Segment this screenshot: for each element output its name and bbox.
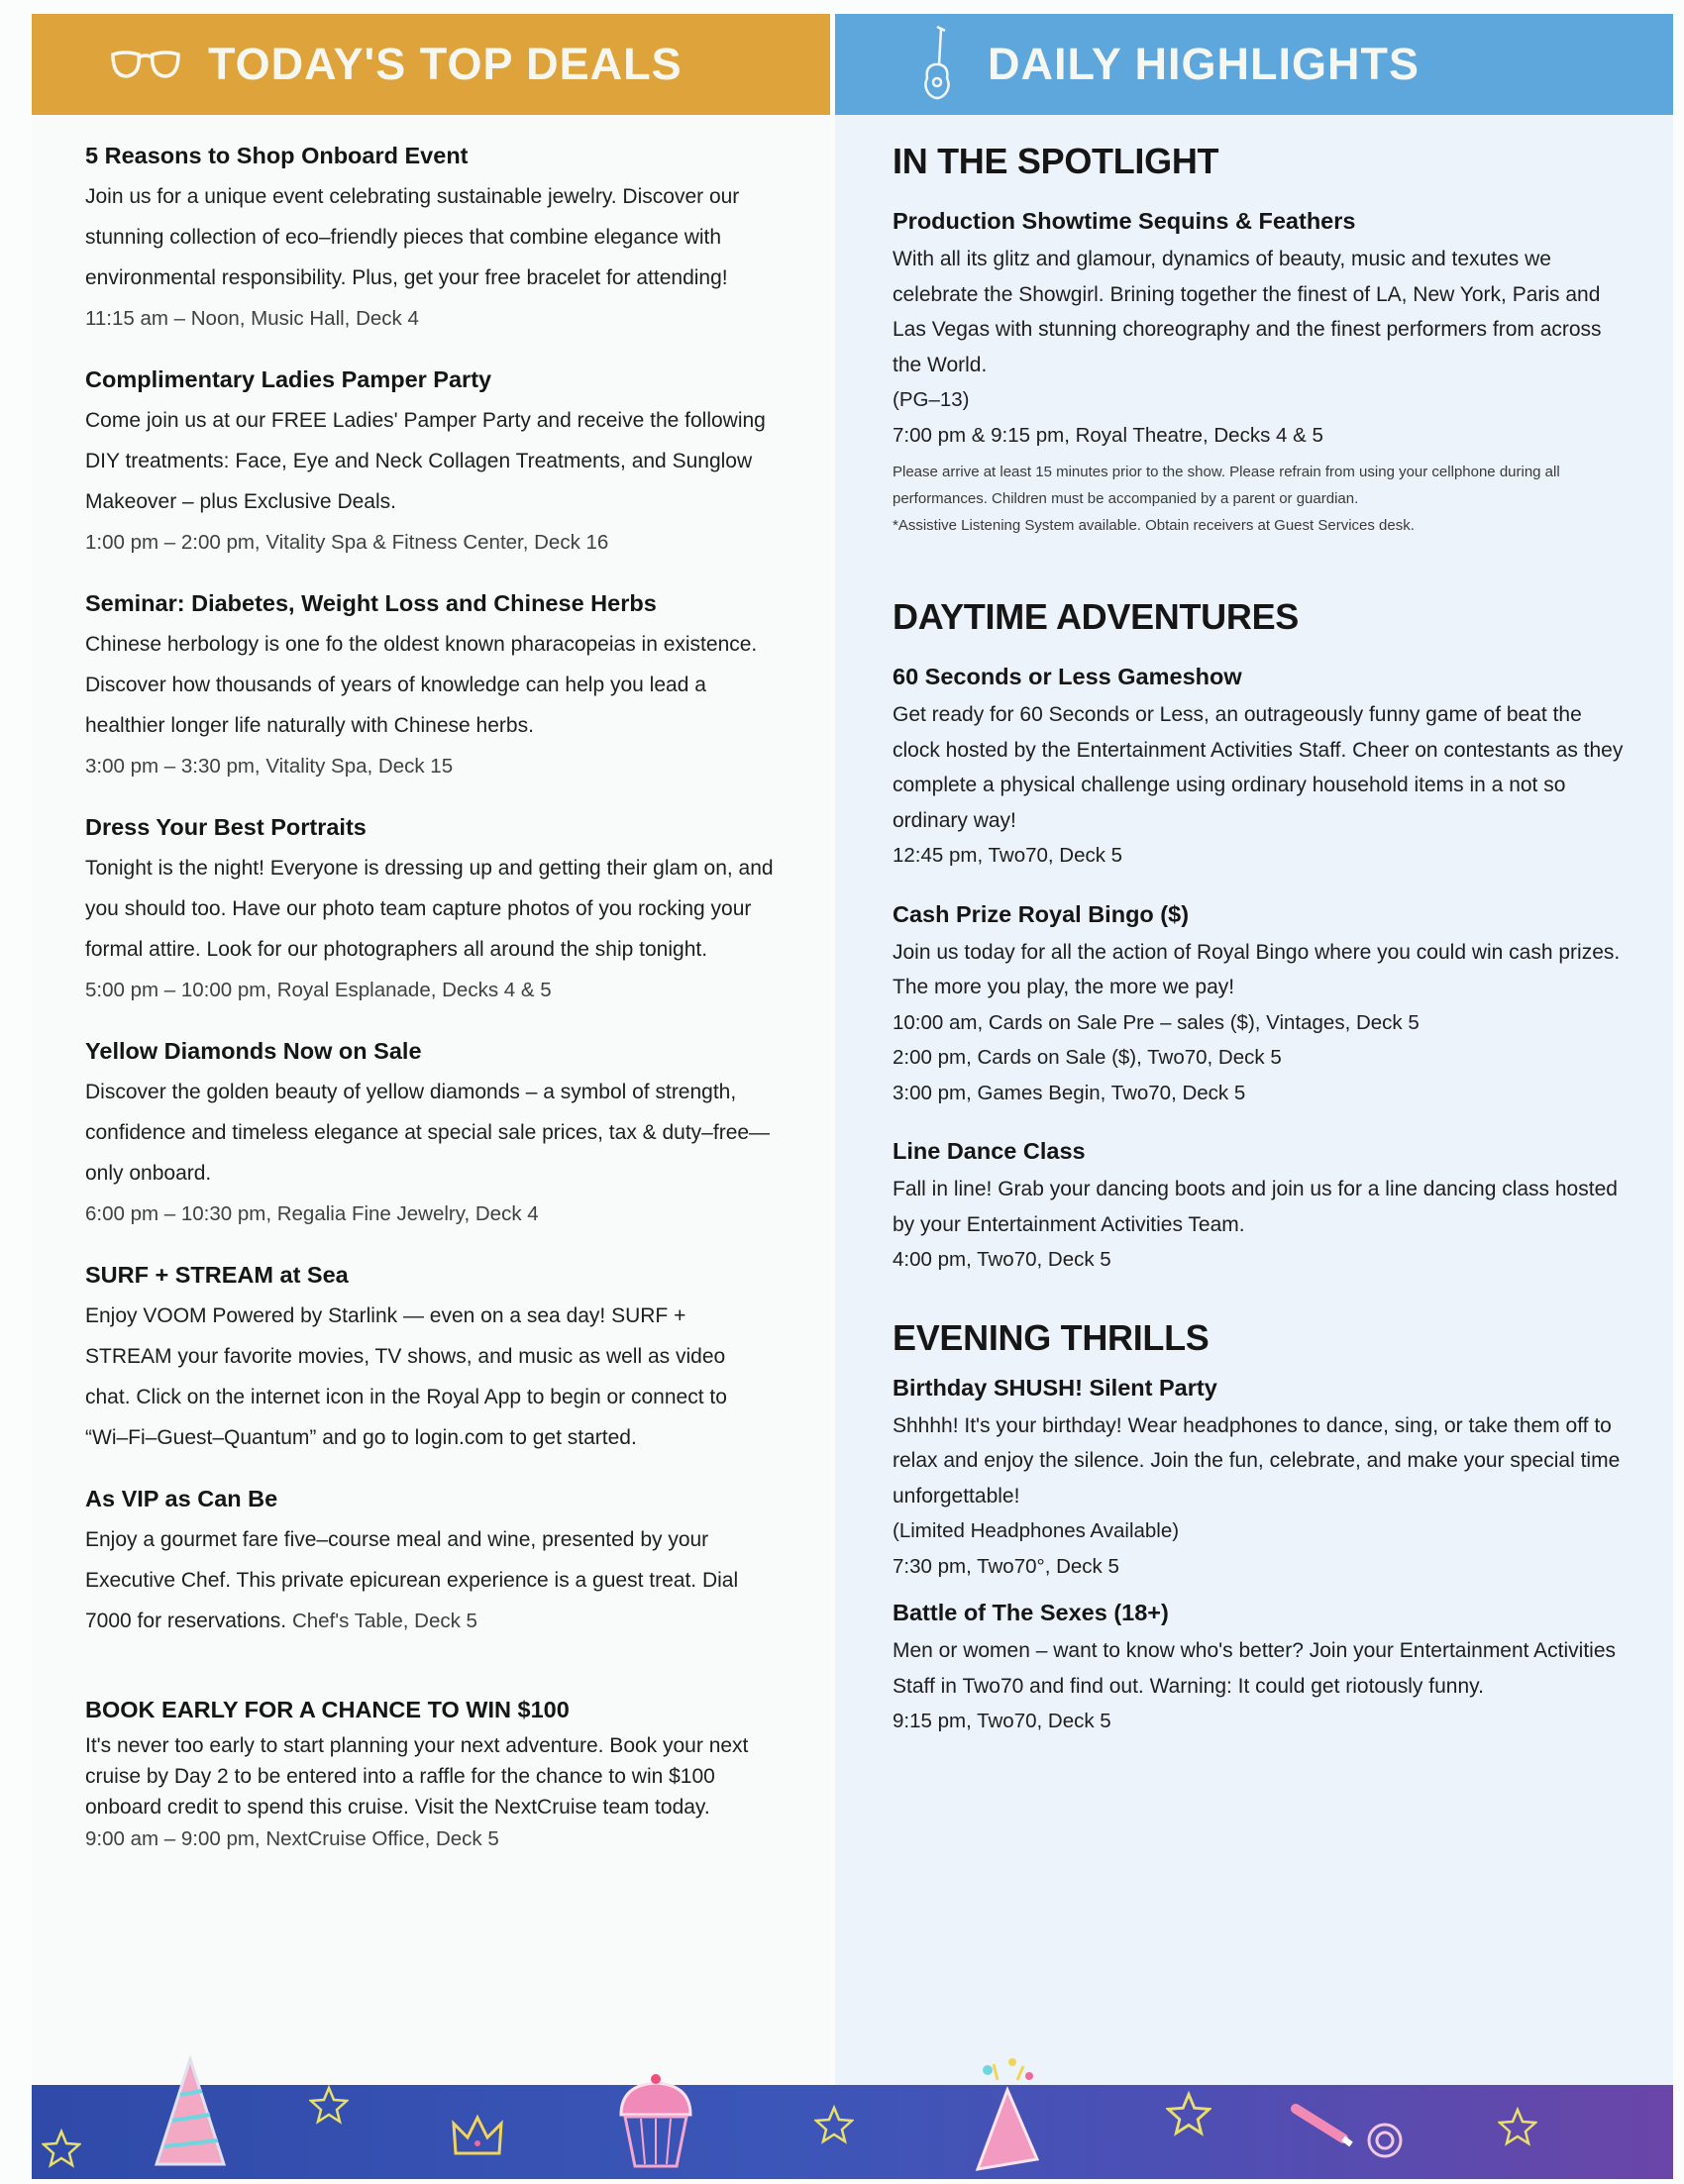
- daily-highlights-column: [835, 115, 1673, 2085]
- deal-description: Come join us at our FREE Ladies' Pamper Party and receive the following DIY treatments: Face, Eye and Neck Collagen Treatments, and Sunglow Makeover – plus Exclusive Deals.: [85, 409, 766, 513]
- highlight-item: [893, 1375, 1633, 1585]
- party-popper-icon: [958, 2050, 1047, 2179]
- deal-time: 5:00 pm – 10:00 pm, Royal Esplanade, Decks 4 & 5: [85, 979, 552, 1001]
- deal-time: 1:00 pm – 2:00 pm, Vitality Spa & Fitness Center, Deck 16: [85, 531, 609, 554]
- section-heading: IN THE SPOTLIGHT: [893, 141, 1219, 181]
- daily-highlights-header: [835, 14, 1673, 115]
- deal-description: [85, 1519, 775, 1641]
- deal-description-text: Enjoy a gourmet fare five–course meal and wine, presented by your Executive Chef. This private epicurean experience is a guest treat. Dial 7000 for reservations.: [85, 1528, 739, 1632]
- section-heading: EVENING THRILLS: [893, 1316, 1210, 1358]
- top-deals-column: [32, 115, 830, 2085]
- deal-item: [85, 366, 775, 563]
- top-deals-header: [32, 14, 830, 115]
- deal-title: Seminar: Diabetes, Weight Loss and Chinese Herbs: [85, 590, 657, 616]
- highlight-title: Line Dance Class: [893, 1138, 1086, 1164]
- deal-description: Join us for a unique event celebrating sustainable jewelry. Discover our stunning collection of eco–friendly pieces that combine elegance with environmental responsibility. Plus, get your free bracelet for attending!: [85, 185, 740, 289]
- highlight-item: [893, 664, 1633, 874]
- deal-title: Dress Your Best Portraits: [85, 814, 367, 840]
- deal-item: [85, 590, 775, 786]
- highlight-time: 10:00 am, Cards on Sale Pre – sales ($), Vintages, Deck 5: [893, 1010, 1420, 1034]
- highlight-description: Fall in line! Grab your dancing boots and join us for a line dancing class hosted by your Entertainment Activities Team.: [893, 1178, 1618, 1236]
- sunglasses-icon: [109, 35, 182, 94]
- star-icon: [42, 2129, 81, 2168]
- deal-title: Complimentary Ladies Pamper Party: [85, 366, 492, 392]
- highlight-time: 9:15 pm, Two70, Deck 5: [893, 1710, 1111, 1732]
- highlight-time: 3:00 pm, Games Begin, Two70, Deck 5: [893, 1081, 1246, 1104]
- highlight-title: Birthday SHUSH! Silent Party: [893, 1374, 1217, 1401]
- highlight-item: [893, 1138, 1633, 1278]
- deal-description: It's never too early to start planning your next adventure. Book your next cruise by Day 2 to be entered into a raffle for the chance to win $100 onboard credit to spend this cruise. Visit the NextCruise team today.: [85, 1734, 749, 1819]
- highlight-description: Get ready for 60 Seconds or Less, an outrageously funny game of beat the clock hosted by the Entertainment Activities Staff. Cheer on contestants as they complete a physical challenge using ordinary household items in a not so ordinary way!: [893, 703, 1624, 832]
- highlight-description: Shhhh! It's your birthday! Wear headphones to dance, sing, or take them off to relax and enjoy the silence. Join the fun, celebrate, and make your special time unforgettable!: [893, 1413, 1621, 1508]
- daily-highlights-title: DAILY HIGHLIGHTS: [988, 39, 1421, 89]
- deal-description: Tonight is the night! Everyone is dressing up and getting their glam on, and you should too. Have our photo team capture photos of you rocking your formal attire. Look for our photographers all around the ship tonight.: [85, 857, 774, 961]
- top-deals-title: TODAY'S TOP DEALS: [208, 39, 683, 89]
- highlight-item: [893, 208, 1633, 539]
- highlight-time: 12:45 pm, Two70, Deck 5: [893, 844, 1123, 867]
- party-horn-icon: [1290, 2095, 1409, 2164]
- star-icon: [814, 2105, 854, 2144]
- deal-title: BOOK EARLY FOR A CHANCE TO WIN $100: [85, 1697, 570, 1722]
- cupcake-icon: [611, 2055, 700, 2184]
- deal-description: Chinese herbology is one fo the oldest known pharacopeias in existence. Discover how thousands of years of knowledge can help you lead a healthier longer life naturally with Chinese herbs.: [85, 633, 758, 737]
- deal-item: [85, 1038, 775, 1234]
- footer-banner: [32, 2085, 1673, 2179]
- guitar-icon: [912, 25, 962, 104]
- highlight-description: Men or women – want to know who's better? Join your Entertainment Activities Staff in Two70 and find out. Warning: It could get riotously funny.: [893, 1639, 1617, 1698]
- deal-item: [85, 143, 775, 339]
- deal-time: Chef's Table, Deck 5: [291, 1610, 477, 1632]
- evening-section: [893, 1317, 1633, 1739]
- highlight-time: 7:00 pm & 9:15 pm, Royal Theatre, Decks 4 & 5: [893, 423, 1323, 447]
- deal-time: 11:15 am – Noon, Music Hall, Deck 4: [85, 307, 419, 330]
- highlight-title: Battle of The Sexes (18+): [893, 1600, 1169, 1625]
- deal-time: 3:00 pm – 3:30 pm, Vitality Spa, Deck 15: [85, 755, 454, 778]
- star-icon: [309, 2085, 349, 2125]
- deal-description: Discover the golden beauty of yellow diamonds – a symbol of strength, confidence and timeless elegance at special sale prices, tax & duty–free—only onboard.: [85, 1081, 771, 1185]
- highlight-note: *Assistive Listening System available. Obtain receivers at Guest Services desk.: [893, 517, 1415, 534]
- highlight-time: 4:00 pm, Two70, Deck 5: [893, 1248, 1111, 1271]
- highlight-time: 7:30 pm, Two70°, Deck 5: [893, 1554, 1119, 1578]
- highlight-rating: (PG–13): [893, 388, 970, 411]
- highlight-item: [893, 901, 1633, 1111]
- deal-item: [85, 1486, 775, 1641]
- highlight-title: 60 Seconds or Less Gameshow: [893, 664, 1242, 689]
- section-heading: DAYTIME ADVENTURES: [893, 596, 1299, 637]
- daytime-section: [893, 596, 1633, 1278]
- deal-title: SURF + STREAM at Sea: [85, 1262, 349, 1288]
- star-icon: [1166, 2091, 1211, 2136]
- party-hat-icon: [151, 2055, 230, 2174]
- highlight-description: With all its glitz and glamour, dynamics of beauty, music and texutes we celebrate the Showgirl. Brining together the finest of LA, New York, Paris and Las Vegas with stunning choreography and the finest performers from across the World.: [893, 248, 1602, 376]
- highlight-item: [893, 1600, 1633, 1739]
- highlight-extra: (Limited Headphones Available): [893, 1519, 1180, 1542]
- highlight-time: 2:00 pm, Cards on Sale ($), Two70, Deck 5: [893, 1046, 1282, 1069]
- highlight-description: Join us today for all the action of Royal Bingo where you could win cash prizes. The more you play, the more we pay!: [893, 940, 1621, 998]
- deal-title: 5 Reasons to Shop Onboard Event: [85, 143, 469, 168]
- deal-title: Yellow Diamonds Now on Sale: [85, 1038, 422, 1064]
- crown-icon: [448, 2110, 507, 2169]
- deal-description: Enjoy VOOM Powered by Starlink — even on a sea day! SURF + STREAM your favorite movies, TV shows, and music as well as video chat. Click on the internet icon in the Royal App to begin or connect to “Wi–Fi–Guest–Quantum” and go to login.com to get started.: [85, 1304, 727, 1449]
- highlight-note: Please arrive at least 15 minutes prior to the show. Please refrain from using your cellphone during all performances. Children must be accompanied by a parent or guardian.: [893, 464, 1560, 507]
- highlight-title: Production Showtime Sequins & Feathers: [893, 208, 1356, 234]
- deal-item: [85, 814, 775, 1010]
- highlight-title: Cash Prize Royal Bingo ($): [893, 900, 1190, 927]
- spotlight-section: [893, 141, 1633, 539]
- deal-title: As VIP as Can Be: [85, 1486, 278, 1511]
- star-icon: [1498, 2107, 1537, 2146]
- deal-item: [85, 1262, 775, 1458]
- deal-item: [85, 1697, 775, 1856]
- deal-time: 9:00 am – 9:00 pm, NextCruise Office, Deck 5: [85, 1827, 499, 1850]
- deal-time: 6:00 pm – 10:30 pm, Regalia Fine Jewelry, Deck 4: [85, 1202, 539, 1225]
